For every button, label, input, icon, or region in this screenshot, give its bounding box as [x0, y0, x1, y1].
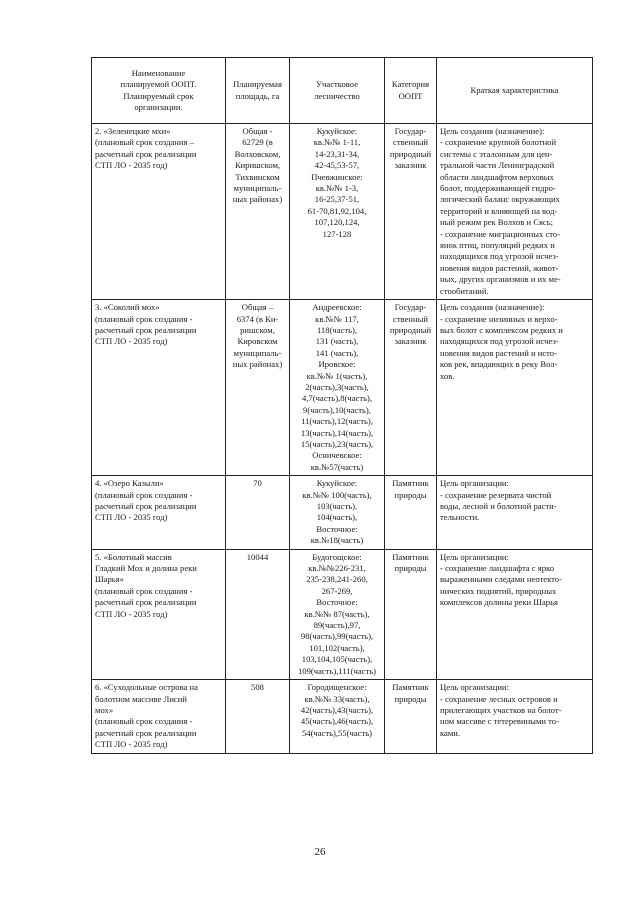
cell-name: 2. «Зеленецкие мхи» (плановый срок создания – расчетный срок реализации СТП ЛО - 2035 год)	[92, 124, 226, 300]
table-row	[92, 124, 593, 300]
cell-category: Государ- ственный природный заказник	[385, 124, 437, 300]
table-row	[92, 300, 593, 476]
cell-area: 508	[226, 680, 290, 753]
table-row	[92, 549, 593, 679]
cell-forestry: Городищенское: кв.№№ 33(часть), 42(часть),43(часть), 45(часть),46(часть), 54(часть),55(часть)	[290, 680, 385, 753]
cell-category: Государ- ственный природный заказник	[385, 300, 437, 476]
cell-area: Общая – 6374 (в Ки- ришском, Кировском муниципаль- ных районах)	[226, 300, 290, 476]
cell-forestry: Андреевское: кв.№№ 117, 118(часть), 131 (часть), 141 (часть), Ировское: кв.№№ 1(часть), 2(часть),3(часть), 4,7(часть),8(часть), 9(часть),10(часть), 11(часть),12(часть), 13(часть),14(часть), 15(часть),23(часть), Осничевское: кв.№57(часть)	[290, 300, 385, 476]
cell-area: Общая - 62729 (в Волховском, Киришском, Тихвинском муниципаль- ных районах)	[226, 124, 290, 300]
header-name: Наименование планируемой ООПТ. Планируемый срок организации.	[92, 58, 226, 124]
protected-areas-table	[91, 57, 593, 754]
cell-name: 5. «Болотный массив Гладкий Мох и долина реки Шарья» (плановый срок создания - расчетный срок реализации СТП ЛО - 2035 год)	[92, 549, 226, 679]
cell-name: 3. «Соколий мох» (плановый срок создания - расчетный срок реализации СТП ЛО - 2035 год)	[92, 300, 226, 476]
page-number: 26	[314, 846, 326, 858]
cell-area: 70	[226, 476, 290, 549]
cell-forestry: Будогощское: кв.№№226-231, 235-238,241-260, 267-269, Восточное: кв.№№ 87(часть), 89(часть),97, 98(часть),99(часть), 101,102(часть), 103,104,105(часть), 109(часть),111(часть)	[290, 549, 385, 679]
cell-description: Цель организации: - сохранение резервата чистой воды, лесной и болотной расти- тельности.	[437, 476, 593, 549]
cell-description: Цель создания (назначение): - сохранение низинных и верхо- вых болот с комплексом редких и находящихся под угрозой исчез- новения видов растений и исто- ков рек, впадающих в реку Вол- хов.	[437, 300, 593, 476]
cell-forestry: Кукуйское: кв.№№ 100(часть), 103(часть), 104(часть), Восточное: кв.№18(часть)	[290, 476, 385, 549]
table-header-row	[92, 58, 593, 124]
cell-category: Памятник природы	[385, 680, 437, 753]
cell-area: 10044	[226, 549, 290, 679]
cell-category: Памятник природы	[385, 549, 437, 679]
table-row	[92, 476, 593, 549]
cell-name: 6. «Суходольные острова на болотном массиве Лисий мох» (плановый срок создания - расчетный срок реализации СТП ЛО - 2035 год)	[92, 680, 226, 753]
cell-category: Памятник природы	[385, 476, 437, 549]
header-category: Категория ООПТ	[385, 58, 437, 124]
header-area: Планируемая площадь, га	[226, 58, 290, 124]
header-forestry: Участковое лесничество	[290, 58, 385, 124]
cell-description: Цель организации: - сохранение лесных островов и прилегающих участков на болот- ном массиве с тетеревиными то- ками.	[437, 680, 593, 753]
cell-description: Цель создания (назначение): - сохранение крупной болотной системы с эталонным для цен- тральной части Ленинградской области ландшафтом верховых болот, поддерживающей гидро- логический баланс окружающих территорий и влияющей на вод- ный режим рек Волхов и Сясь; - сохранение миграционных сто- янок птиц, популяций редких и находящихся под угрозой исчез- новения видов растений, живот- ных, других организмов и их ме- стообитаний.	[437, 124, 593, 300]
table-row	[92, 680, 593, 753]
cell-description: Цель организации: - сохранение ландшафта с ярко выраженными следами неотекто- нических поднятий, природных комплексов долины реки Шарья	[437, 549, 593, 679]
cell-name: 4. «Озеро Казыли» (плановый срок создания - расчетный срок реализации СТП ЛО - 2035 год)	[92, 476, 226, 549]
header-description: Краткая характеристика	[437, 58, 593, 124]
cell-forestry: Кукуйское: кв.№№ 1-11, 14-23,31-34, 42-45,53-57, Пчевжинское: кв.№№ 1-3, 16-25,37-51, 61-70,81,92,104, 107,120,124, 127-128	[290, 124, 385, 300]
